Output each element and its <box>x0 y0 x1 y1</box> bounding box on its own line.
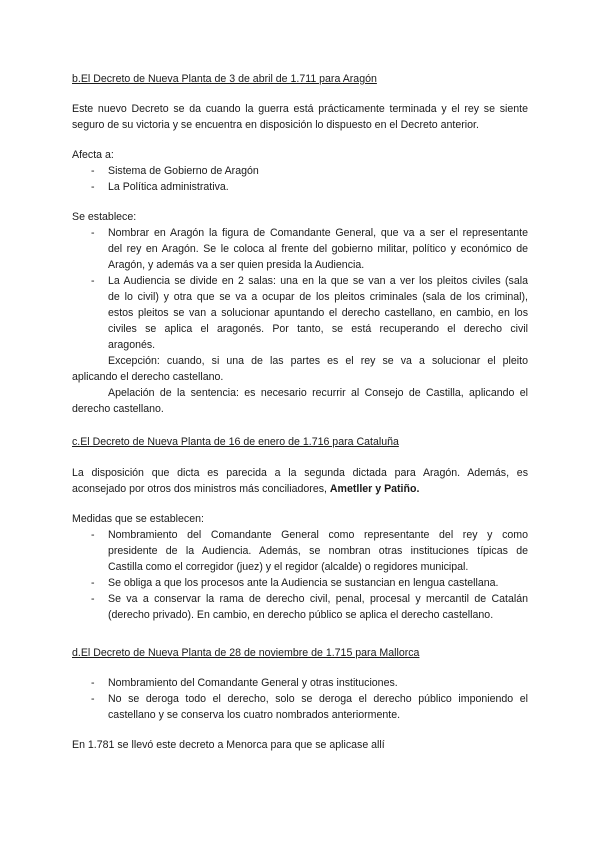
section-b-intro-line: Este nuevo Decreto se da cuando la guerra está prácticamente terminada y el rey se siente <box>72 103 528 115</box>
section-c-heading: c.El Decreto de Nueva Planta de 16 de enero de 1.716 para Cataluña <box>72 436 399 448</box>
mallorca-item2-line: No se deroga todo el derecho, solo se deroga el derecho público imponiendo el <box>108 693 528 705</box>
establece-item2-line: civiles se aplica el aragonés. Por tanto, se está recuperando el derecho civil <box>108 323 528 335</box>
section-c-intro-line: La disposición que dicta es parecida a la segunda dictada para Aragón. Además, es <box>72 467 528 479</box>
establece-item2-line: aragonés. <box>108 339 156 351</box>
medidas-item1-line: Castilla como el corregidor (juez) y el regidor (alcalde) o regidores municipal. <box>108 561 469 573</box>
medidas-item1-line: Nombramiento del Comandante General como representante del rey y como <box>108 529 528 541</box>
establece-label: Se establece: <box>72 211 137 223</box>
medidas-label: Medidas que se establecen: <box>72 513 204 525</box>
establece-item1-line: Nombrar en Aragón la figura de Comandante General, que va a ser el representante <box>108 227 528 239</box>
section-b-intro-line: seguro de su victoria y se encuentra en disposición lo dispuesto en el Decreto anterior. <box>72 119 479 131</box>
bullet: - <box>91 227 95 239</box>
afecta-item: La Política administrativa. <box>108 181 229 193</box>
mallorca-item2-line: castellano y se conserva los cuatro nombrados anteriormente. <box>108 709 401 721</box>
establece-item1-line: Aragón, y además va a ser quien presida la Audiencia. <box>108 259 365 271</box>
closing-line: En 1.781 se llevó este decreto a Menorca para que se aplicase allí <box>72 739 385 751</box>
bullet: - <box>91 577 95 589</box>
bullet: - <box>91 677 95 689</box>
bullet: - <box>91 529 95 541</box>
bullet: - <box>91 693 95 705</box>
establece-item2-line: La Audiencia se divide en 2 salas: una en la que se van a ver los pleitos civiles (sala <box>108 275 528 287</box>
medidas-item2-line: Se obliga a que los procesos ante la Audiencia se sustancian en lengua castellana. <box>108 577 499 589</box>
section-c-intro-line <box>72 481 419 497</box>
bullet: - <box>91 275 95 287</box>
apelacion-line: Apelación de la sentencia: es necesario recurrir al Consejo de Castilla, aplicando el <box>108 387 528 399</box>
medidas-item3-line: Se va a conservar la rama de derecho civil, penal, procesal y mercantil de Catalán <box>108 593 528 605</box>
section-d-heading: d.El Decreto de Nueva Planta de 28 de noviembre de 1.715 para Mallorca <box>72 647 420 659</box>
bullet: - <box>91 181 95 193</box>
establece-item2-line: de lo civil) y otra que se va a ocupar de los pleitos criminales (sala de los criminal), <box>108 291 528 303</box>
section-b-heading: b.El Decreto de Nueva Planta de 3 de abril de 1.711 para Aragón <box>72 73 377 85</box>
medidas-item3-line: (derecho privado). En cambio, en derecho público se aplica el derecho castellano. <box>108 609 494 621</box>
mallorca-item1-line: Nombramiento del Comandante General y otras instituciones. <box>108 677 398 689</box>
bullet: - <box>91 165 95 177</box>
establece-item2-line: estos pleitos se van a solucionar apuntando el derecho castellano, en cambio, en los <box>108 307 528 319</box>
excepcion-line: aplicando el derecho castellano. <box>72 371 224 383</box>
bullet: - <box>91 593 95 605</box>
afecta-item: Sistema de Gobierno de Aragón <box>108 165 259 177</box>
afecta-label: Afecta a: <box>72 149 114 161</box>
intro-text: aconsejado por otros dos ministros más conciliadores, <box>72 483 330 495</box>
excepcion-line: Excepción: cuando, si una de las partes es el rey se va a solucionar el pleito <box>108 355 528 367</box>
establece-item1-line: del rey en Aragón. Se le coloca al frente del gobierno militar, político y económico de <box>108 243 528 255</box>
ministers-names: Ametller y Patiño. <box>329 483 420 495</box>
medidas-item1-line: presidente de la Audiencia. Además, se nombran otras instituciones típicas de <box>108 545 528 557</box>
apelacion-line: derecho castellano. <box>72 403 164 415</box>
